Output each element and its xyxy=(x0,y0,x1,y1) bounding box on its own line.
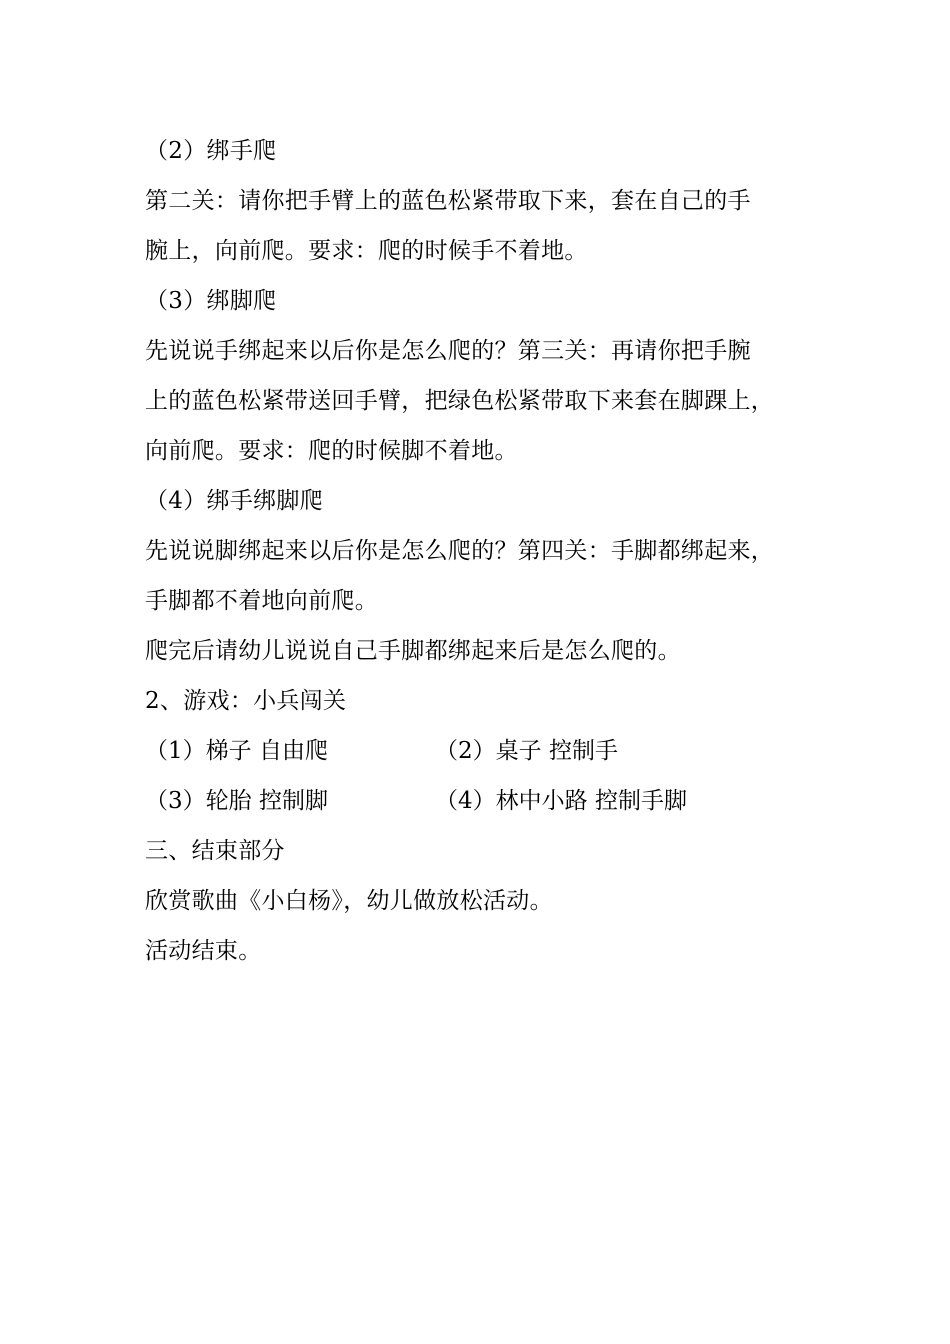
game-items-row xyxy=(145,726,835,776)
paragraph-line: 活动结束。 xyxy=(145,938,262,964)
paragraph-line: 第二关：请你把手臂上的蓝色松紧带取下来，套在自己的手 xyxy=(145,188,751,214)
paragraph-line: 爬完后请幼儿说说自己手脚都绑起来后是怎么爬的。 xyxy=(145,638,681,664)
paragraph-line: 先说说脚绑起来以后你是怎么爬的？第四关：手脚都绑起来， xyxy=(145,538,775,564)
section-heading-game: 2、游戏：小兵闯关 xyxy=(145,688,347,714)
game-item: （1）梯子 自由爬 xyxy=(145,738,328,764)
paragraph-line: 手脚都不着地向前爬。 xyxy=(145,588,378,614)
subheading-tie-hands-feet: （4）绑手绑脚爬 xyxy=(145,488,324,514)
subheading-tie-hands: （2）绑手爬 xyxy=(145,138,277,164)
game-item: （2）桌子 控制手 xyxy=(435,738,618,764)
paragraph-line: 上的蓝色松紧带送回手臂，把绿色松紧带取下来套在脚踝上， xyxy=(145,388,775,414)
game-item: （3）轮胎 控制脚 xyxy=(145,788,328,814)
paragraph-line: 腕上，向前爬。要求：爬的时候手不着地。 xyxy=(145,238,588,264)
game-item: （4）林中小路 控制手脚 xyxy=(435,788,687,814)
paragraph-line: 向前爬。要求：爬的时候脚不着地。 xyxy=(145,438,518,464)
document-body xyxy=(145,126,835,976)
paragraph-line: 先说说手绑起来以后你是怎么爬的？第三关：再请你把手腕 xyxy=(145,338,751,364)
paragraph-line: 欣赏歌曲《小白杨》，幼儿做放松活动。 xyxy=(145,888,553,914)
subheading-tie-feet: （3）绑脚爬 xyxy=(145,288,277,314)
game-items-row xyxy=(145,776,835,826)
section-heading-ending: 三、结束部分 xyxy=(145,838,285,864)
